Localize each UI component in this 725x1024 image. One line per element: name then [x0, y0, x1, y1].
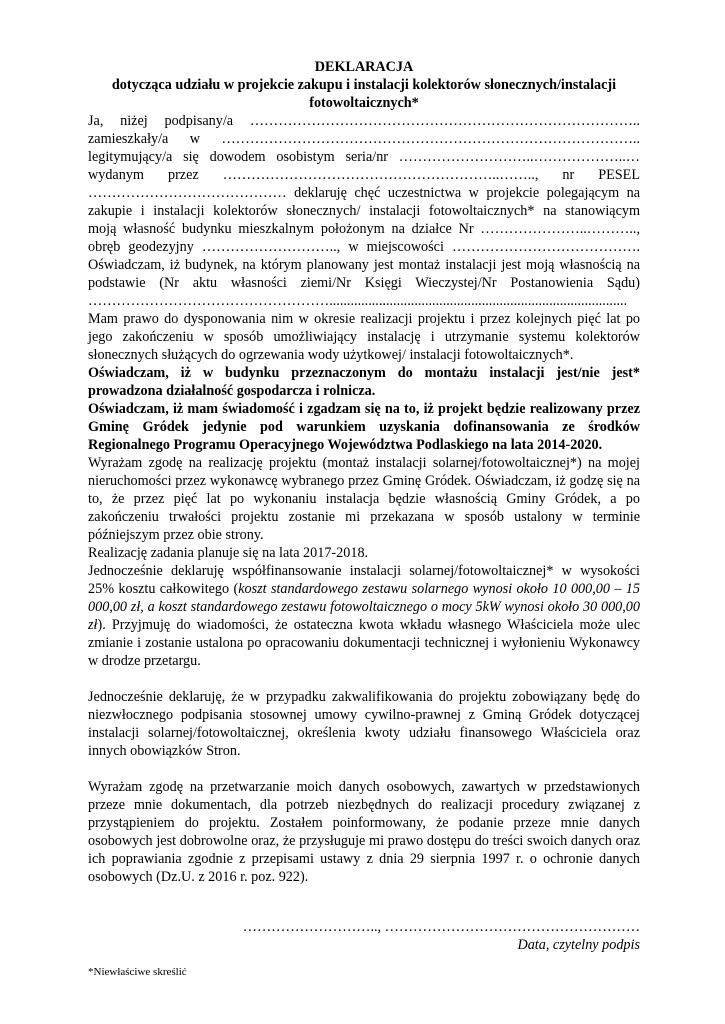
form-line-basis: podstawie (Nr aktu własności ziemi/Nr Księgi Wieczystej/Nr Postanowienia Sądu) [88, 275, 640, 291]
document-title: DEKLARACJA [314, 59, 414, 75]
signature-block [88, 918, 640, 954]
cofinancing-text-end: ). Przyjmuję do wiadomości, że ostateczna kwota wkładu własnego Właściciela może ulec zmianie i zostanie ustalona po opracowaniu dokumentacji technicznej i wyłonieniu Wykonawcy w drodze przetargu. [88, 617, 640, 669]
form-line-pesel: …………………………………… deklaruję chęć uczestnictwa w projekcie polegającym na [88, 185, 640, 201]
paragraph-business-statement: Oświadczam, iż w budynku przeznaczonym do montażu instalacji jest/nie jest* prowadzona działalność gospodarcza i rolnicza. [88, 365, 640, 399]
signature-line: ……………………….., ……………………………………………… [242, 919, 640, 935]
paragraph-data-processing: Wyrażam zgodę na przetwarzanie moich danych osobowych, zawartych w przedstawionych przeze mnie dokumentach, dla potrzeb niezbędnych do realizacji procedury związanej z przystąpieniem do projektu. Zostałem poinformowany, że podanie przeze mnie danych osobowych jest dobrowolne oraz, że przysługuje mi prawo dostępu do treści swoich danych oraz ich poprawiania zgodnie z przepisami ustawy z dnia 29 sierpnia 1997 r. o ochronie danych osobowych (Dz.U. z 2016 r. poz. 922). [88, 779, 640, 885]
paragraph-consent: Wyrażam zgodę na realizację projektu (montaż instalacji solarnej/fotowoltaicznej*) na mojej nieruchomości przez wykonawcę wybranego przez Gminę Gródek. Oświadczam, iż godzę się na to, że przez pięć lat po wykonaniu instalacja będzie własnością Gminy Gródek, a po zakończeniu trwałości projektu zostanie mi przekazana w sposób ustalony w terminie późniejszym przez obie strony. [88, 455, 640, 543]
paragraph-dispose-right: Mam prawo do dysponowania nim w okresie realizacji projektu i przez kolejnych pięć lat po jego zakończeniu w sposób umożliwiający instalację i utrzymanie systemu kolektorów słonecznych służących do ogrzewania wody użytkowej/ instalacji fotowoltaicznych*. [88, 311, 640, 363]
form-line-address: zamieszkały/a w …………………………………………………………………………….. [88, 131, 640, 147]
form-line-installation: zakupie i instalacji kolektorów słonecznych/ instalacji fotowoltaicznych* na stanowiącym [88, 203, 640, 219]
form-line-basis-blank: …………………………………………….................................................................................... [88, 293, 628, 309]
signature-label: Data, czytelny podpis [517, 937, 640, 953]
cofinancing-text-start: Jednocześnie deklaruję współfinansowanie instalacji solarnej/fotowoltaicznej* w wysokości 25% kosztu całkowitego ( [88, 563, 640, 597]
form-line-plot: moją własność budynku mieszkalnym położonym na działce Nr …………………..……….., [88, 221, 640, 237]
form-line-precinct: obręb geodezyjny ……………………….., w miejscowości …………………………………. [88, 239, 640, 255]
footnote: *Niewłaściwe skreślić [88, 966, 187, 978]
paragraph-cofinancing [88, 562, 640, 670]
document-subtitle-line-1: dotycząca udziału w projekcie zakupu i instalacji kolektorów słonecznych/instalacji [111, 77, 617, 93]
document-body [88, 58, 640, 886]
document-subtitle-line-2: fotowoltaicznych* [309, 95, 419, 111]
paragraph-contract: Jednocześnie deklaruję, że w przypadku zakwalifikowania do projektu zobowiązany będę do niezwłocznego podpisania stosownej umowy cywilno-prawnej z Gminą Gródek dotyczącej instalacji solarnej/fotowoltaicznej, określenia kwoty udziału finansowego Właściciela oraz innych obowiązków Stron. [88, 689, 640, 759]
form-line-ownership: Oświadczam, iż budynek, na którym planowany jest montaż instalacji jest moją własnością na [88, 257, 640, 273]
paragraph-funding-awareness: Oświadczam, iż mam świadomość i zgadzam się na to, iż projekt będzie realizowany przez Gminę Gródek jedynie pod warunkiem uzyskania dofinansowania ze środków Regionalnego Programu Operacyjnego Województwa Podlaskiego na lata 2014-2020. [88, 401, 640, 453]
form-line-id-card: legitymujący/a się dowodem osobistym seria/nr ………………………..………………..… [88, 149, 640, 165]
paragraph-schedule: Realizację zadania planuje się na lata 2017-2018. [88, 545, 369, 561]
form-line-issued-by: wydanym przez …………………………………………………..…….., nr PESEL [88, 167, 640, 183]
form-line-name: Ja, niżej podpisany/a ……………………………………………………………………….. [88, 113, 640, 129]
cofinancing-cost-note: koszt standardowego zestawu solarnego wynosi około 10 000,00 – 15 000,00 zł, a koszt standardowego zestawu fotowoltaicznego o mocy 5kW wynosi około 30 000,00 zł [88, 581, 640, 633]
